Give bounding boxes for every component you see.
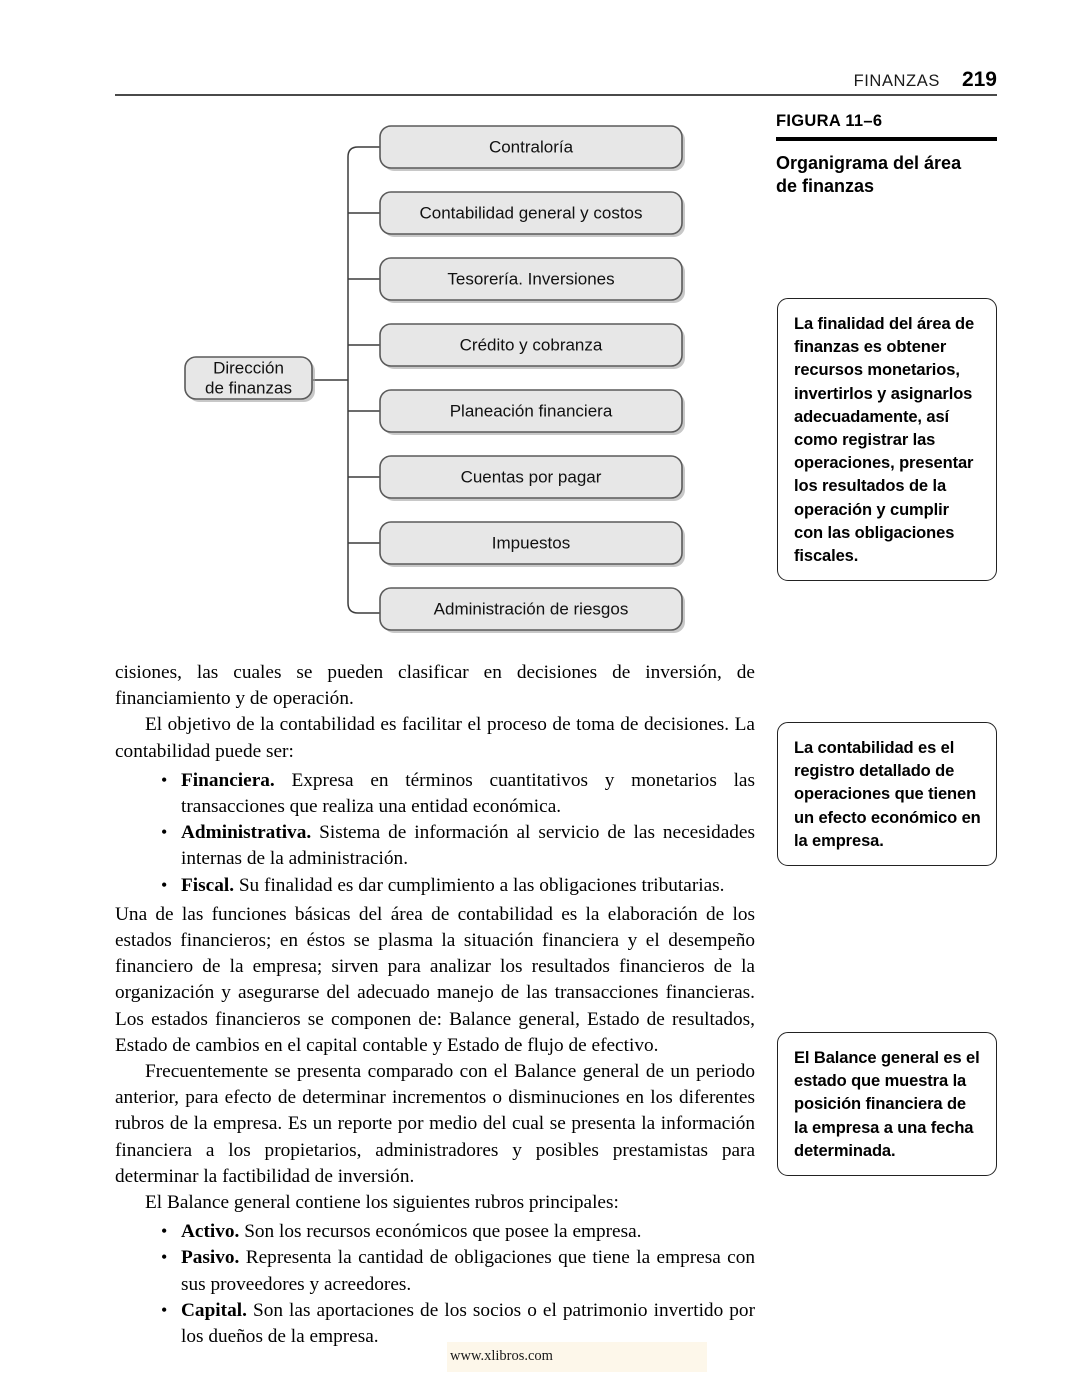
org-node-root	[185, 357, 315, 402]
org-node-8-label: Administración de riesgos	[433, 599, 629, 619]
list-item-term: Activo.	[181, 1221, 240, 1243]
list-item-text: Representa la cantidad de obligaciones que tiene la empresa con sus proveedores y acreedores.	[181, 1247, 755, 1295]
list-item	[159, 1245, 755, 1297]
list-item-term: Pasivo.	[181, 1247, 240, 1269]
list-tipos-contabilidad	[115, 768, 755, 899]
list-item-term: Fiscal.	[181, 874, 235, 896]
paragraph-rubros: El Balance general contiene los siguientes rubros principales:	[145, 1192, 619, 1214]
running-head-rule	[115, 94, 997, 96]
org-node-5	[380, 390, 685, 435]
figure-title-line1: Organigrama del área	[776, 153, 962, 173]
body-text	[115, 660, 755, 1353]
org-node-7-label: Impuestos	[491, 533, 571, 553]
list-item-text: Son las aportaciones de los socios o el patrimonio invertido por los dueños de la empresa.	[181, 1299, 755, 1348]
figure-rule	[776, 137, 997, 141]
paragraph-frecuentemente: Frecuentemente se presenta comparado con el Balance general de un periodo anterior, para efecto de determinar incrementos o disminuciones en los diferentes rubros de la empresa. Es un reporte por medio del cual se presenta la información financiera a los propietarios, administradores y posibles prestamistas para determinar la factibilidad de inversión.	[115, 1061, 755, 1187]
figure-caption	[776, 112, 997, 198]
org-node-2	[380, 192, 685, 237]
org-node-6-label: Cuentas por pagar	[460, 467, 602, 487]
footer-watermark	[0, 1338, 1080, 1376]
org-node-4-label: Crédito y cobranza	[459, 335, 603, 355]
paragraph-continuation: cisiones, las cuales se pueden clasificar en decisiones de inversión, de financiamiento y de operación.	[115, 662, 755, 710]
list-item	[159, 1219, 755, 1245]
list-rubros-balance	[115, 1219, 755, 1350]
org-node-3	[380, 258, 685, 303]
list-item	[159, 873, 755, 899]
list-item-term: Financiera.	[181, 769, 275, 791]
callout-finalidad-finanzas: La finalidad del área de finanzas es obtener recursos monetarios, invertirlos y asignarlos adecuadamente, así como registrar las operaciones, presentar los resultados de la operación y cumplir con las obligaciones fiscales.	[777, 298, 997, 581]
page-number: 219	[961, 68, 997, 91]
callout-balance-general: El Balance general es el estado que muestra la posición financiera de la empresa a una fecha determinada.	[777, 1032, 997, 1176]
list-item-text: Sistema de información al servicio de las necesidades internas de la administración.	[181, 822, 755, 870]
figure-title-line2: de finanzas	[776, 176, 875, 196]
running-head	[115, 68, 997, 98]
paragraph-funciones: Una de las funciones básicas del área de contabilidad es la elaboración de los estados financieros; en éstos se plasma la situación financiera y el desempeño financiero de la empresa; sirven para analizar los resultados financieros de la organización y asegurarse del adecuado manejo de las transacciones financieras. Los estados financieros se componen de: Balance general, Estado de resultados, Estado de cambios en el capital contable y Estado de flujo de efectivo.	[115, 903, 755, 1056]
org-node-6	[380, 456, 685, 501]
list-item-term: Administrativa.	[181, 822, 312, 844]
paragraph-objetivo: El objetivo de la contabilidad es facilitar el proceso de toma de decisiones. La contabilidad puede ser:	[115, 714, 755, 762]
org-node-8	[380, 588, 685, 633]
org-node-2-label: Contabilidad general y costos	[419, 203, 643, 223]
org-node-root-line1: Dirección	[213, 358, 284, 378]
org-chart-figure	[110, 110, 710, 650]
list-item-text: Expresa en términos cuantitativos y monetarios las transacciones que realiza una entidad económica.	[181, 769, 755, 818]
org-node-1	[380, 126, 685, 171]
org-node-5-label: Planeación financiera	[449, 401, 613, 421]
running-head-chapter: FINANZAS	[853, 72, 940, 90]
org-node-1-label: Contraloría	[488, 137, 574, 157]
running-head-row	[115, 68, 997, 90]
figure-label: FIGURA 11–6	[776, 112, 883, 130]
list-item-text: Su finalidad es dar cumplimiento a las obligaciones tributarias.	[234, 874, 725, 896]
figure-title	[776, 152, 997, 198]
list-item	[159, 768, 755, 820]
org-node-4	[380, 324, 685, 369]
watermark-text: www.xlibros.com	[450, 1348, 553, 1364]
org-node-7	[380, 522, 685, 567]
org-chart-connectors	[313, 147, 380, 613]
org-node-root-line2: de finanzas	[205, 378, 292, 398]
list-item-term: Capital.	[181, 1299, 247, 1321]
callout-contabilidad: La contabilidad es el registro detallado de operaciones que tienen un efecto económico en la empresa.	[777, 722, 997, 866]
list-item	[159, 820, 755, 872]
list-item-text: Son los recursos económicos que posee la empresa.	[239, 1221, 642, 1243]
org-node-3-label: Tesorería. Inversiones	[447, 269, 615, 289]
